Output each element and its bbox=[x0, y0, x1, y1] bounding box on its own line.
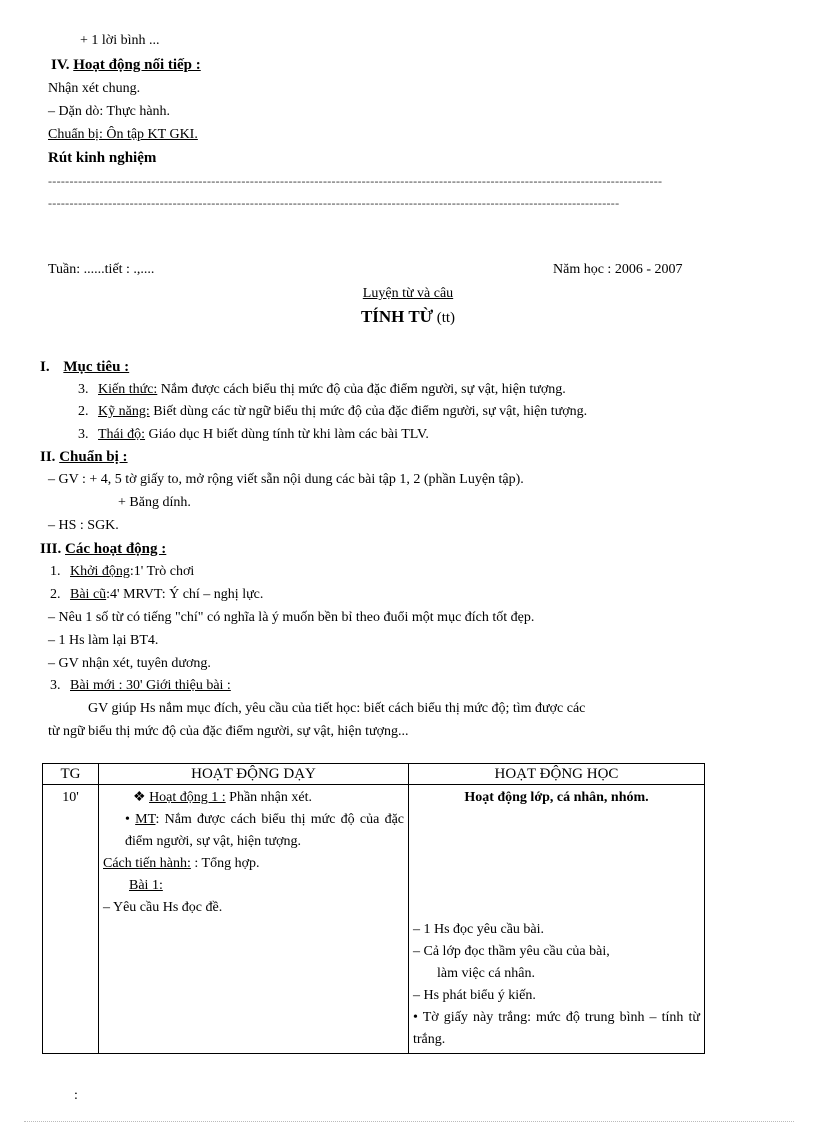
header-teaching: HOẠT ĐỘNG DẠY bbox=[99, 764, 409, 785]
gv-preparation-tape: + Băng dính. bbox=[118, 495, 191, 510]
activity-label: Bài mới : 30' Giới thiệu bài : bbox=[70, 678, 231, 693]
objective-label: Kỹ năng: bbox=[98, 404, 150, 419]
old-lesson-bt4: – 1 Hs làm lại BT4. bbox=[48, 633, 159, 648]
activity-old-lesson bbox=[50, 586, 263, 604]
activity-number: 1. bbox=[50, 564, 61, 579]
activity-new-lesson bbox=[50, 677, 231, 695]
activity-text: :1' Trò chơi bbox=[129, 564, 195, 579]
mt-label: MT bbox=[135, 812, 156, 827]
activity-1-text: Phần nhận xét. bbox=[225, 790, 312, 805]
learning-step-3: – Hs phát biểu ý kiến. bbox=[413, 988, 536, 1003]
section-iii-number: III. bbox=[40, 541, 62, 557]
method-line bbox=[103, 853, 404, 875]
table-row bbox=[43, 785, 705, 1054]
objective-number: 2. bbox=[78, 404, 89, 419]
activity-warmup bbox=[50, 563, 194, 581]
dan-do: – Dặn dò: Thực hành. bbox=[48, 104, 171, 119]
objective-label: Kiến thức: bbox=[98, 382, 158, 397]
section-ii-heading bbox=[40, 448, 128, 466]
method-label: Cách tiến hành: bbox=[103, 856, 191, 871]
objective-block bbox=[103, 809, 404, 853]
diamond-bullet-icon: ❖ bbox=[133, 790, 146, 805]
section-iv-title: Hoạt động nối tiếp : bbox=[73, 57, 201, 73]
activity-label: Khởi động bbox=[70, 564, 130, 579]
old-lesson-feedback: – GV nhận xét, tuyên dương. bbox=[48, 656, 211, 671]
activity-1-label: Hoạt động 1 : bbox=[149, 790, 226, 805]
lesson-title-suffix: (tt) bbox=[436, 310, 456, 326]
section-ii-title: Chuẩn bị : bbox=[59, 449, 128, 465]
objective-label: Thái độ: bbox=[98, 427, 146, 442]
section-iv-number: IV. bbox=[51, 57, 70, 73]
week-info: Tuần: ......tiết : .,.... bbox=[48, 262, 155, 277]
page-bottom-dotted-line bbox=[24, 1121, 794, 1122]
objective-skills bbox=[78, 403, 587, 421]
bullet-icon: • bbox=[125, 812, 130, 827]
activity-label: Bài cũ bbox=[70, 587, 107, 602]
objective-text: Biết dùng các từ ngữ biểu thị mức độ của đặc điểm người, sự vật, hiện tượng. bbox=[149, 404, 588, 419]
learning-step-4 bbox=[413, 1007, 700, 1051]
bullet-loi-binh: + 1 lời bình ... bbox=[80, 33, 160, 48]
exercise-1-label: Bài 1: bbox=[129, 878, 163, 893]
teacher-instruction: – Yêu cầu Hs đọc đề. bbox=[103, 900, 223, 915]
activity-number: 3. bbox=[50, 678, 61, 693]
section-ii-number: II. bbox=[40, 449, 56, 465]
dash-line-1: ----------------------------------------------------------------------------------------------------------------------------------------------- bbox=[48, 174, 663, 188]
mt-text: : Nắm được cách biểu thị mức độ của đặc điểm người, sự vật, hiện tượng. bbox=[125, 812, 405, 849]
header-learning: HOẠT ĐỘNG HỌC bbox=[409, 764, 705, 785]
learning-step-2b: làm việc cá nhân. bbox=[437, 966, 535, 981]
objective-number: 3. bbox=[78, 382, 89, 397]
header-tg: TG bbox=[43, 764, 99, 785]
learning-cell bbox=[409, 785, 705, 1054]
time-cell: 10' bbox=[43, 785, 99, 1054]
section-i-heading bbox=[40, 358, 129, 376]
learning-step-4-text: Tờ giấy này trắng: mức độ trung bình – tính từ trắng. bbox=[413, 1010, 700, 1047]
learning-cell-spacer bbox=[413, 809, 700, 919]
section-i-number: I. bbox=[40, 359, 50, 375]
learning-step-2a: – Cả lớp đọc thầm yêu cầu của bài, bbox=[413, 944, 610, 959]
hs-preparation: – HS : SGK. bbox=[48, 518, 119, 533]
objective-knowledge bbox=[78, 381, 566, 399]
bullet-icon: • bbox=[413, 1010, 418, 1025]
method-text: : Tổng hợp. bbox=[190, 856, 260, 871]
objective-number: 3. bbox=[78, 427, 89, 442]
objective-attitude bbox=[78, 426, 429, 444]
activity-1-heading bbox=[103, 787, 404, 809]
activity-number: 2. bbox=[50, 587, 61, 602]
section-iii-title: Các hoạt động : bbox=[65, 541, 167, 557]
footer-colon: : bbox=[74, 1088, 78, 1103]
section-iv-heading bbox=[51, 56, 201, 74]
nhan-xet-chung: Nhận xét chung. bbox=[48, 81, 141, 96]
old-lesson-question: – Nêu 1 số từ có tiếng "chí" có nghĩa là ý muốn bền bỉ theo đuổi một mục đích tốt đẹp. bbox=[48, 610, 535, 625]
dash-line-2: ------------------------------------------------------------------------------------------------------------------------------------- bbox=[48, 196, 620, 210]
rut-kinh-nghiem-heading: Rút kinh nghiệm bbox=[48, 150, 157, 166]
activity-text: :4' MRVT: Ý chí – nghị lực. bbox=[106, 587, 264, 602]
lesson-title bbox=[0, 306, 816, 330]
intro-paragraph-line-1: GV giúp Hs nắm mục đích, yêu cầu của tiết học: biết cách biểu thị mức độ; tìm được các bbox=[88, 701, 586, 716]
lesson-title-main: TÍNH TỪ bbox=[360, 307, 434, 326]
table-header-row bbox=[43, 764, 705, 785]
objective-text: Nắm được cách biểu thị mức độ của đặc điểm người, sự vật, hiện tượng. bbox=[157, 382, 566, 397]
school-year: Năm học : 2006 - 2007 bbox=[553, 262, 683, 277]
section-i-title: Mục tiêu : bbox=[63, 359, 130, 375]
lesson-activity-table bbox=[42, 763, 705, 1054]
gv-preparation: – GV : + 4, 5 tờ giấy to, mở rộng viết sẵn nội dung các bài tập 1, 2 (phần Luyện tập). bbox=[48, 472, 524, 487]
intro-paragraph-line-2: từ ngữ biểu thị mức độ của đặc điểm người, sự vật, hiện tượng... bbox=[48, 724, 409, 739]
chuan-bi-line: Chuẩn bị: Ôn tập KT GKI. bbox=[48, 127, 198, 142]
teaching-cell-spacer bbox=[103, 919, 404, 1029]
learning-step-1: – 1 Hs đọc yêu cầu bài. bbox=[413, 922, 545, 937]
learning-mode: Hoạt động lớp, cá nhân, nhóm. bbox=[464, 790, 649, 805]
subject-title: Luyện từ và câu bbox=[362, 286, 454, 301]
teaching-cell bbox=[99, 785, 409, 1054]
section-iii-heading bbox=[40, 540, 166, 558]
objective-text: Giáo dục H biết dùng tính từ khi làm các bài TLV. bbox=[145, 427, 429, 442]
